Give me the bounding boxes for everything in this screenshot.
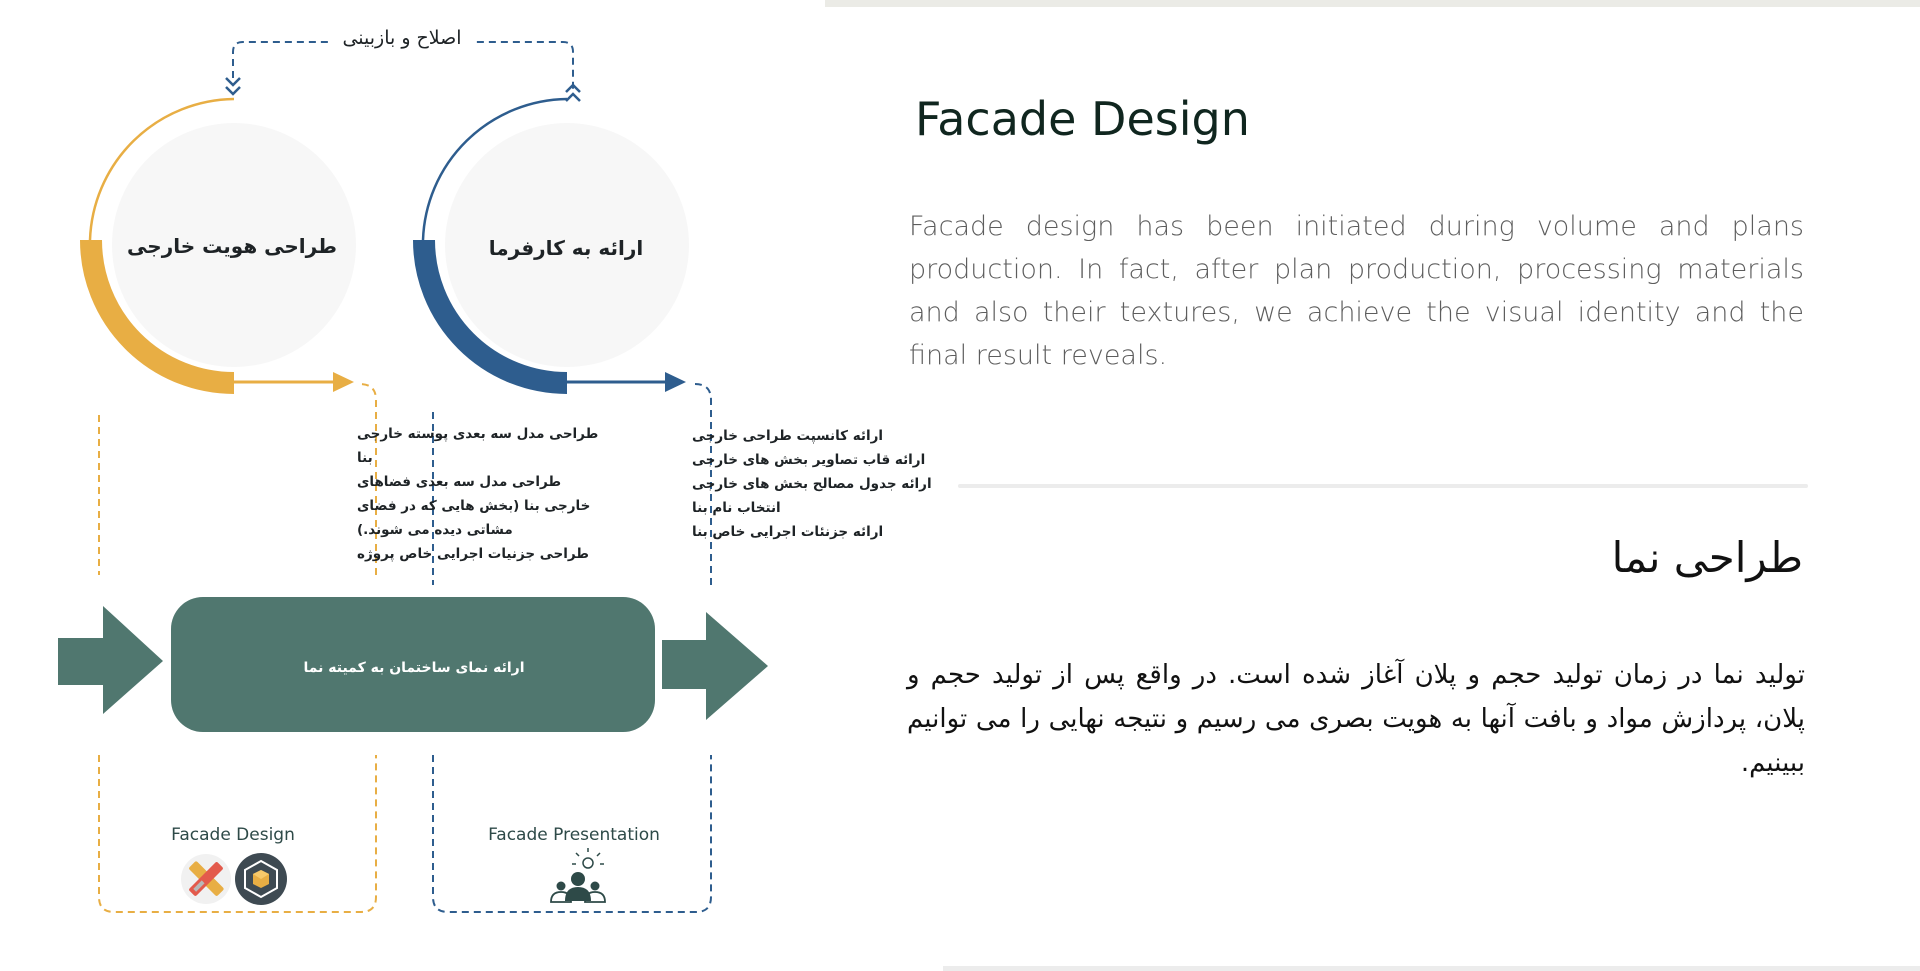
- english-title: Facade Design: [915, 92, 1250, 146]
- right-task-item: ارائه جدول مصالح بخش های خارجی: [692, 476, 932, 492]
- chevron-down-icon: [226, 78, 240, 94]
- process-diagram: [0, 0, 932, 971]
- persian-body: تولید نما در زمان تولید حجم و پلان آغاز شده است. در واقع پس از تولید حجم و پلان، پردازش مواد و بافت آنها به هویت بصری می رسیم و نتیجه نهایی را می توانیم ببینیم.: [907, 660, 1805, 778]
- right-task-item: ارائه قاب تصاویر بخش های خارجی: [692, 452, 926, 468]
- blue-arrow-head: [665, 372, 686, 392]
- left-task-list: [357, 426, 598, 562]
- left-task-item: طراحی مدل سه بعدی پوسته خارجی: [357, 426, 599, 442]
- right-task-list: [692, 428, 932, 540]
- flow-arrow-left: [58, 606, 163, 714]
- pencil-ruler-icon: [181, 854, 231, 904]
- presentation-team-icon: [551, 848, 605, 902]
- right-task-item: انتخاب نام بنا: [692, 500, 781, 516]
- right-task-item: ارائه جزنئات اجرایی خاص بنا: [692, 524, 884, 540]
- left-task-item: مشاتی دیده می شوند.): [357, 522, 513, 538]
- circle-left-label: طراحی هویت خارجی: [127, 234, 337, 258]
- center-box-label: ارائه نمای ساختمان به کمیته نما: [303, 660, 525, 676]
- left-task-item: بنا: [357, 450, 373, 466]
- persian-title: طراحی نما: [1611, 533, 1803, 582]
- section-divider: [958, 484, 1808, 488]
- right-caption: Facade Presentation: [488, 825, 660, 845]
- flow-arrow-right: [662, 612, 768, 720]
- left-caption: Facade Design: [171, 825, 295, 845]
- english-body: Facade design has been initiated during volume and plans production. In fact, after plan production, processing materials and also their textures, we achieve the visual identity and the final result reveals.: [909, 211, 1804, 371]
- left-task-item: طراحی مدل سه بعدی فضاهای: [357, 474, 562, 490]
- top-divider: [825, 0, 1920, 7]
- left-task-item: خارجی بنا (بخش هایی که در فضای: [357, 498, 591, 514]
- left-task-item: طراحی جزنیات اجرایی خاص پروژه: [357, 546, 589, 562]
- 3d-cube-icon: [235, 853, 287, 905]
- feedback-label: اصلاح و بازبینی: [342, 27, 462, 49]
- bottom-divider: [943, 966, 1920, 971]
- orange-arrow-head: [333, 372, 354, 392]
- circle-right-label: ارائه به کارفرما: [488, 236, 644, 260]
- right-task-item: ارائه کانسپت طراحی خارجی: [692, 428, 883, 444]
